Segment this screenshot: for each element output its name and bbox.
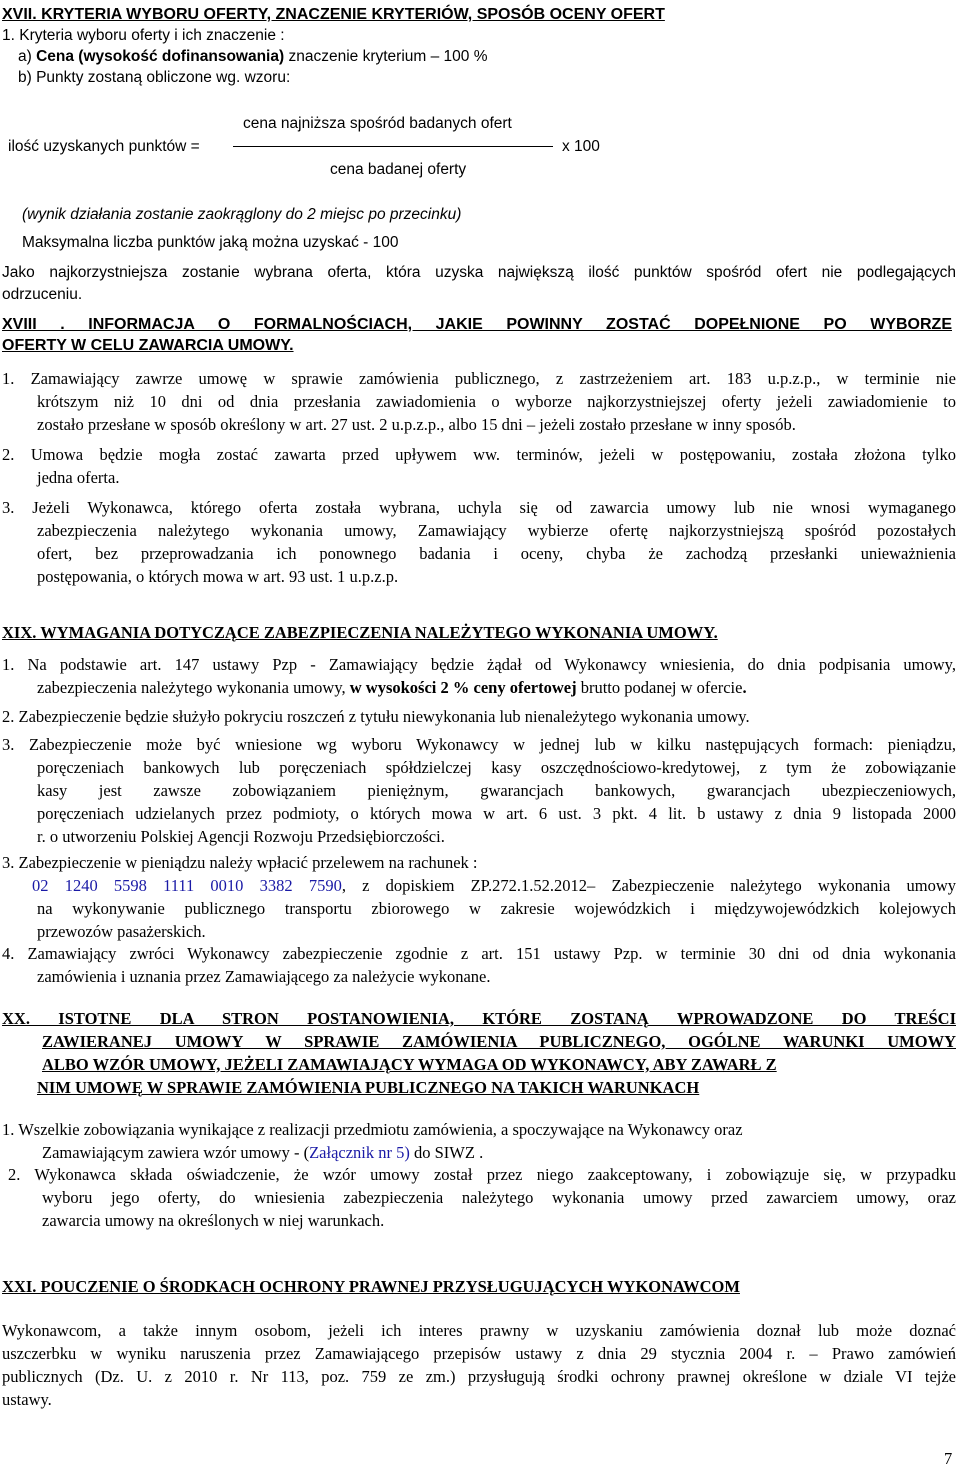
criterion-a: a) Cena (wysokość dofinansowania) znaczenie kryterium – 100 % xyxy=(18,48,488,65)
best-offer-text: Jako najkorzystniejsza zostanie wybrana oferta, która uzyska największą ilość punktów spośród ofert nie podlegających xyxy=(2,264,956,281)
xix-p3-line2: poręczeniach bankowych lub poręczeniach spółdzielczej kasy oszczędnościowo-kredytowej, z tym że zobowiązanie xyxy=(37,758,956,777)
max-points: Maksymalna liczba punktów jaką można uzyskać - 100 xyxy=(22,234,399,251)
xviii-p3-line2: zabezpieczenia należytego wykonania umowy, Zamawiający wybierze ofertę najkorzystniejszą spośród pozostałych xyxy=(37,521,956,540)
xix-p3-line3: kasy jest zawsze zobowiązaniem pieniężnym, gwarancjach bankowych, gwarancjach ubezpieczeniowych, xyxy=(37,781,956,800)
xviii-p3-line4: postępowania, o których mowa w art. 93 ust. 1 u.p.z.p. xyxy=(37,567,399,586)
best-offer-text-end: odrzuceniu. xyxy=(2,286,83,303)
section-xviii-title-2: OFERTY W CELU ZAWARCIA UMOWY. xyxy=(2,337,294,354)
xix-p1-line2: zabezpieczenia należytego wykonania umowy, w wysokości 2 % ceny ofertowej brutto podanej w ofercie. xyxy=(37,678,747,697)
section-xx-title-2: ZAWIERANEJ UMOWY W SPRAWIE ZAMÓWIENIA PUBLICZNEGO, OGÓLNE WARUNKI UMOWY xyxy=(42,1032,956,1051)
xix-p4-line1: 3. Zabezpieczenie w pieniądzu należy wpłacić przelewem na rachunek : xyxy=(2,853,478,872)
xix-p4-line3: na wykonywanie publicznego transportu zbiorowego w zakresie wojewódzkich i międzywojewódzkich kolejowych xyxy=(37,899,956,918)
xviii-p1-line1: 1. Zamawiający zawrze umowę w sprawie zamówienia publicznego, z zastrzeżeniem art. 183 u.p.z.p., w terminie nie xyxy=(2,369,956,388)
xviii-p1-line2: krótszym niż 10 dni od dnia przesłania zawiadomienia o wyborze najkorzystniejszej oferty jeżeli zawiadomienie to xyxy=(37,392,956,411)
formula-denominator: cena badanej oferty xyxy=(330,161,467,178)
xxi-p-line1: Wykonawcom, a także innym osobom, jeżeli ich interes prawny w uzyskaniu zamówienia doznał lub może doznać xyxy=(2,1321,956,1340)
xviii-p3-line1: 3. Jeżeli Wykonawca, którego oferta została wybrana, uchyla się od zawarcia umowy lub nie wnosi wymaganego xyxy=(2,498,956,517)
formula-multiplier: x 100 xyxy=(562,138,600,155)
rounding-note: (wynik działania zostanie zaokrąglony do 2 miejsc po przecinku) xyxy=(22,206,462,223)
xx-p2-line1: 2. Wykonawca składa oświadczenie, że wzór umowy został przez niego zaakceptowany, i zobowiązuje się, w przypadku xyxy=(8,1165,956,1184)
xix-p3-line5: r. o utworzeniu Polskiej Agencji Rozwoju Przedsiębiorczości. xyxy=(37,827,445,846)
xxi-p-line2: uszczerbku w wyniku naruszenia przez Zamawiającego przepisów ustawy z dnia 29 stycznia 2004 r. – Prawo zamówień xyxy=(2,1344,956,1363)
criterion-b: b) Punkty zostaną obliczone wg. wzoru: xyxy=(18,69,291,86)
xix-p5-line2: zamówienia i uznania przez Zamawiającego za należycie wykonane. xyxy=(37,967,491,986)
xxi-p-line3: publicznych (Dz. U. z 2010 r. Nr 113, poz. 759 ze zm.) przysługują środki ochrony prawnej określone w dziale VI tejże xyxy=(2,1367,956,1386)
xix-p5-line1: 4. Zamawiający zwróci Wykonawcy zabezpieczenie zgodnie z art. 151 ustawy Pzp. w terminie 30 dni od dnia wykonania xyxy=(2,944,956,963)
xix-p3-line1: 3. Zabezpieczenie może być wniesione wg wyboru Wykonawcy w jednej lub w kilku następujących formach: pieniądzu, xyxy=(2,735,956,754)
xix-p2: 2. Zabezpieczenie będzie służyło pokryciu roszczeń z tytułu niewykonania lub nienależytego wykonania umowy. xyxy=(2,707,750,726)
xviii-p2-line1: 2. Umowa będzie mogła zostać zawarta przed upływem ww. terminów, jeżeli w postępowaniu, została złożona tylko xyxy=(2,445,956,464)
fraction-line xyxy=(233,146,553,147)
xix-p4-line4: przewozów pasażerskich. xyxy=(37,922,206,941)
xx-p1-line2: Zamawiającym zawiera wzór umowy - (Załącznik nr 5) do SIWZ . xyxy=(42,1143,484,1162)
xx-p2-line2: wyboru jego oferty, do wniesienia zabezpieczenia należytego wykonania umowy przed zawarciem umowy, oraz xyxy=(42,1188,956,1207)
section-xvii-title: XVII. KRYTERIA WYBORU OFERTY, ZNACZENIE KRYTERIÓW, SPOSÓB OCENY OFERT xyxy=(2,6,665,23)
section-xix-title: XIX. WYMAGANIA DOTYCZĄCE ZABEZPIECZENIA NALEŻYTEGO WYKONANIA UMOWY. xyxy=(2,623,718,642)
xxi-p-line4: ustawy. xyxy=(2,1390,52,1409)
xviii-p1-line3: zostało przesłane w sposób określony w art. 27 ust. 2 u.p.z.p., albo 15 dni – jeżeli zostało przesłane w inny sposób. xyxy=(37,415,796,434)
criteria-heading: 1. Kryteria wyboru oferty i ich znaczenie : xyxy=(2,27,285,44)
xix-p1-line1: 1. Na podstawie art. 147 ustawy Pzp - Zamawiający będzie żądał od Wykonawcy wniesienia, do dnia podpisania umowy, xyxy=(2,655,956,674)
xviii-p3-line3: ofert, bez przeprowadzania ich ponownego badania i oceny, chyba że zachodzą przesłanki unieważnienia xyxy=(37,544,956,563)
section-xx-title-4: NIM UMOWĘ W SPRAWIE ZAMÓWIENIA PUBLICZNEGO NA TAKICH WARUNKACH xyxy=(37,1078,700,1097)
section-xx-title-1: XX. ISTOTNE DLA STRON POSTANOWIENIA, KTÓRE ZOSTANĄ WPROWADZONE DO TREŚCI xyxy=(2,1009,956,1028)
xx-p2-line3: zawarcia umowy na określonych w niej warunkach. xyxy=(42,1211,385,1230)
formula-lhs: ilość uzyskanych punktów = xyxy=(8,138,200,155)
xix-p3-line4: poręczeniach udzielanych przez podmioty, o których mowa w art. 6 ust. 3 pkt. 4 lit. b ustawy z dnia 9 listopada 2000 xyxy=(37,804,956,823)
formula-numerator: cena najniższa spośród badanych ofert xyxy=(243,115,512,132)
section-xviii-title: XVIII . INFORMACJA O FORMALNOŚCIACH, JAKIE POWINNY ZOSTAĆ DOPEŁNIONE PO WYBORZE xyxy=(2,316,952,333)
bank-account-number: 02 1240 5598 1111 0010 3382 7590 xyxy=(32,876,342,895)
page-number: 7 xyxy=(944,1449,953,1468)
xix-p4-line2: 02 1240 5598 1111 0010 3382 7590, z dopiskiem ZP.272.1.52.2012– Zabezpieczenie należytego wykonania umowy xyxy=(32,876,956,895)
section-xxi-title: XXI. POUCZENIE O ŚRODKACH OCHRONY PRAWNEJ PRZYSŁUGUJĄCYCH WYKONAWCOM xyxy=(2,1277,740,1296)
attachment-link: Załącznik nr 5) xyxy=(309,1143,410,1162)
section-xx-title-3: ALBO WZÓR UMOWY, JEŻELI ZAMAWIAJĄCY WYMAGA OD WYKONAWCY, ABY ZAWARŁ Z xyxy=(42,1055,777,1074)
xx-p1-line1: 1. Wszelkie zobowiązania wynikające z realizacji przedmiotu zamówienia, a spoczywające na Wykonawcy oraz xyxy=(2,1120,743,1139)
xviii-p2-line2: jedna oferta. xyxy=(37,468,120,487)
